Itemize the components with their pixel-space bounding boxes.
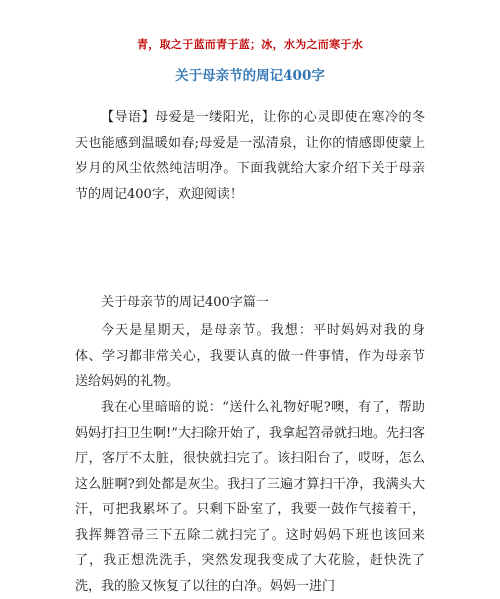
section-title: 关于母亲节的周记400字篇一	[101, 295, 269, 310]
body-paragraph-1: 今天是星期天，是母亲节。我想：平时妈妈对我的身体、学习都非常关心，我要认真的做一件事情，作为母亲节送给妈妈的礼物。	[75, 323, 425, 389]
intro-paragraph: 【导语】母爱是一缕阳光，让你的心灵即使在寒冷的冬天也能感到温暖如春;母爱是一泓清泉，让你的情感即使蒙上岁月的风尘依然纯洁明净。下面我就给大家介绍下关于母亲节的周记400字，欢迎阅读！	[75, 110, 425, 202]
header-motto: 青，取之于蓝而青于蓝；冰，水为之而寒于水	[137, 38, 363, 51]
page-title: 关于母亲节的周记400字	[175, 68, 325, 84]
body-paragraph-2: 我在心里暗暗的说：“送什么礼物好呢?噢，有了，帮助妈妈打扫卫生啊!”大扫除开始了，我拿起笤帚就扫地。先扫客厅，客厅不太脏，很快就扫完了。该扫阳台了，哎呀，怎么这么脏啊?到处都是灰尘。我扫了三遍才算扫干净，我满头大汗，可把我累坏了。只剩下卧室了，我要一鼓作气接着干，我挥舞笤帚三下五除二就扫完了。这时妈妈下班也该回来了，我正想洗洗手，突然发现我变成了大花脸，赶快洗了洗，我的脸又恢复了以往的白净。妈妈一进门	[75, 400, 425, 594]
